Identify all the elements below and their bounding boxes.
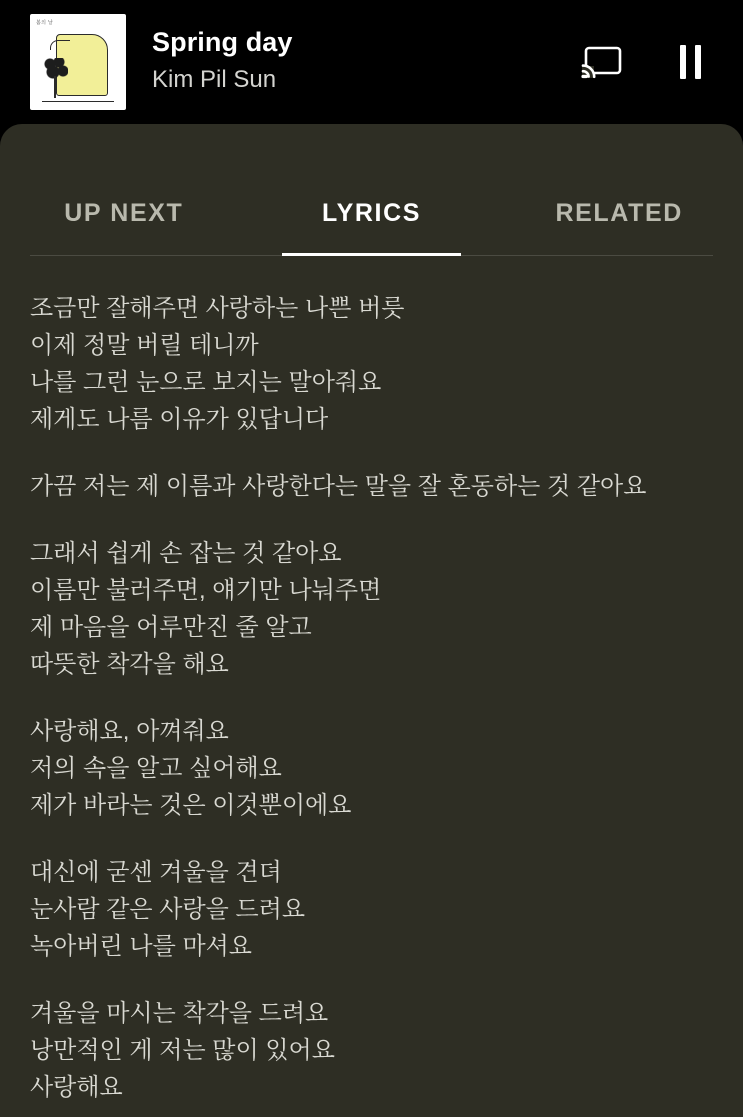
queue-panel — [0, 124, 743, 1117]
lyric-line: 나를 그런 눈으로 보지는 말아줘요 — [30, 369, 382, 396]
lyric-line: 그래서 쉽게 손 잡는 것 같아요 — [30, 540, 342, 567]
pause-icon — [675, 45, 705, 79]
lyric-line-blank — [30, 438, 713, 468]
cast-button[interactable] — [581, 45, 623, 79]
cast-icon — [581, 45, 623, 79]
lyrics-container[interactable] — [0, 256, 743, 1117]
album-art[interactable] — [30, 14, 126, 110]
album-art-arm — [50, 40, 70, 50]
lyric-line: 제 마음을 어루만진 줄 알고 — [30, 614, 312, 641]
track-meta — [152, 26, 581, 99]
player-bar — [0, 0, 743, 124]
album-art-stem — [54, 76, 56, 98]
lyric-line-blank — [30, 824, 713, 854]
player-controls — [581, 45, 721, 79]
lyric-line: 가끔 저는 제 이름과 사랑한다는 말을 잘 혼동하는 것 같아요 — [30, 473, 647, 500]
pause-button[interactable] — [675, 45, 705, 79]
lyric-line: 따뜻한 착각을 해요 — [30, 651, 229, 678]
lyric-line: 사랑해요, 아껴줘요 — [30, 718, 229, 745]
lyric-line: 낭만적인 게 저는 많이 있어요 — [30, 1037, 335, 1064]
lyric-line: 조금만 잘해주면 사랑하는 나쁜 버릇 — [30, 295, 405, 322]
lyric-line-blank — [30, 965, 713, 995]
lyric-line: 대신에 굳센 겨울을 견뎌 — [30, 859, 282, 886]
lyric-line: 겨울을 마시는 착각을 드려요 — [30, 1000, 329, 1027]
lyric-line-blank — [30, 683, 713, 713]
track-title: Spring day — [152, 26, 293, 57]
tab-lyrics[interactable]: LYRICS — [248, 199, 496, 256]
tab-bar — [0, 124, 743, 256]
lyric-line: 저의 속을 알고 싶어해요 — [30, 755, 282, 782]
lyric-line: 녹아버린 나를 마셔요 — [30, 933, 252, 960]
tab-up-next[interactable]: UP NEXT — [0, 199, 248, 256]
track-artist: Kim Pil Sun — [152, 66, 277, 94]
album-art-ground — [42, 101, 114, 103]
album-art-bush — [44, 58, 68, 80]
lyric-line: 이제 정말 버릴 테니까 — [30, 332, 259, 359]
lyric-line: 제가 바라는 것은 이것뿐이에요 — [30, 792, 352, 819]
lyric-line-blank — [30, 505, 713, 535]
tab-related[interactable]: RELATED — [495, 199, 743, 256]
album-art-caption: 봄의 날 — [36, 20, 54, 26]
lyric-line: 눈사람 같은 사랑을 드려요 — [30, 896, 306, 923]
lyric-line: 사랑해요 — [30, 1074, 123, 1101]
lyric-line: 제게도 나름 이유가 있답니다 — [30, 406, 329, 433]
lyric-line: 이름만 불러주면, 얘기만 나눠주면 — [30, 577, 382, 604]
tab-divider — [30, 255, 713, 256]
